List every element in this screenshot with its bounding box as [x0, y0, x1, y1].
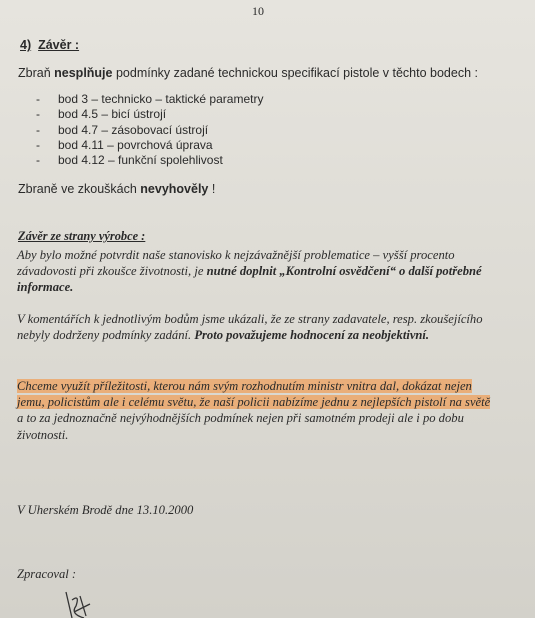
section-title: Závěr :: [38, 38, 80, 52]
summary-text: Zbraň: [18, 66, 55, 80]
signature-mark: [60, 590, 100, 618]
list-item: - bod 4.5 – bicí ústrojí: [36, 107, 167, 122]
list-item: - bod 4.7 – zásobovací ústrojí: [36, 122, 209, 137]
place-date: V Uherském Brodě dne 13.10.2000: [17, 503, 194, 517]
highlighted-paragraph: Chceme využít příležitosti, kterou nám svým rozhodnutím ministr vnitra dal, dokázat nejen jemu, policistům ale i celému světu, že naší policii nabízíme jednu z nejlepších pistolí na světě a to za jednoznačně nejvýhodnějších podmínek nejen při samotném prodeji ale i po dobu životnosti.: [17, 379, 491, 442]
section-heading: [20, 38, 79, 52]
manufacturer-heading: Závěr ze strany výrobce :: [18, 229, 146, 243]
manufacturer-paragraph-1: Aby bylo možné potvrdit naše stanovisko k nejzávažnější problematice – vyšší procento závadovosti při zkoušce životnosti, je nutné doplnit „Kontrolní osvědčení“ o další potřebné informace.: [17, 248, 482, 295]
highlighted-line: jemu, policistům ale i celému světu, že naší policii nabízíme jednu z nejlepších pistolí na světě: [17, 395, 491, 410]
manufacturer-paragraph-2: V komentářích k jednotlivým bodům jsme ukázali, že ze strany zadavatele, resp. zkoušejícího nebyly dodrženy podmínky zadání. Proto považujeme hodnocení za neobjektivní.: [17, 312, 483, 343]
list-item: - bod 3 – technicko – taktické parametry: [36, 92, 264, 106]
list-item: - bod 4.11 – povrchová úprava: [36, 137, 213, 152]
summary-sentence: [18, 66, 478, 80]
verdict-sentence: Zbraně ve zkouškách nevyhověly !: [18, 182, 216, 196]
summary-bold: nesplňuje: [54, 66, 113, 80]
section-number: 4): [20, 38, 32, 52]
list-item: - bod 4.12 – funkční spolehlivost: [36, 153, 223, 168]
prepared-by-label: Zpracoval :: [17, 567, 77, 581]
summary-text-end: podmínky zadané technickou specifikací pistole v těchto bodech :: [112, 66, 478, 80]
page-number: 10: [252, 4, 264, 18]
verdict-bold: nevyhověly: [140, 182, 209, 196]
deficiency-list: [36, 92, 263, 168]
highlighted-line: Chceme využít příležitosti, kterou nám svým rozhodnutím ministr vnitra dal, dokázat nejen: [17, 379, 472, 393]
